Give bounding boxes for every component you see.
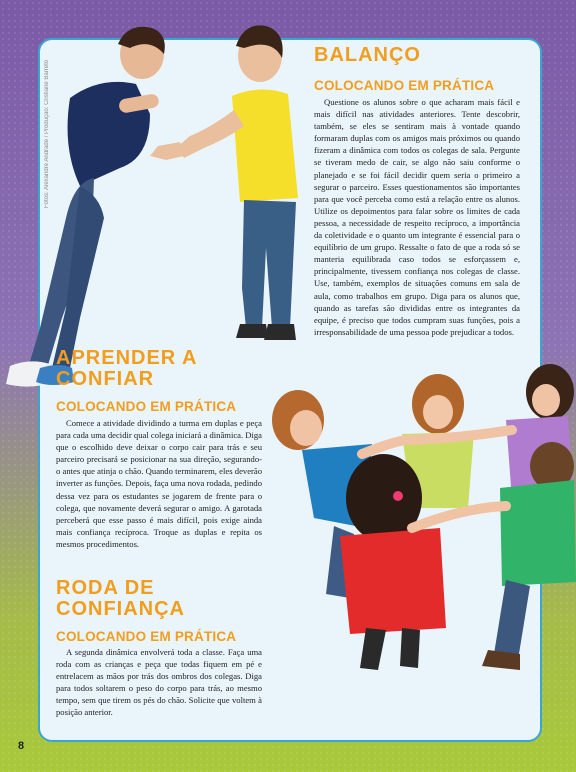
section-subtitle-balanco: COLOCANDO EM PRÁTICA <box>314 78 495 93</box>
section-title-balanco: BALANÇO <box>314 44 421 66</box>
title-line-2: CONFIANÇA <box>56 598 185 620</box>
section-body-balanco: Questione os alunos sobre o que acharam mais fácil e mais difícil nas atividades anteriores. Tente descobrir, também, se eles se sentiram mais à vontade quando formaram duplas com os amigos mais próximos ou quando fizeram a dinâmica com todos os colegas de sala. Pergunte se tiveram medo de cair, se algo não saiu conforme o planejado e se foi fácil decidir quem seria o primeiro a segurar o parceiro. Esses questionamentos são importantes para que você perceba como está a relação entre os alunos. Utilize os depoimentos para falar sobre os limites de cada pessoa, a necessidade de respeito recíproco, a importância da coletividade e o quanto um integrante é essencial para o equilíbrio de um grupo. Ressalte o fato de que a roda só se manteria equilibrada caso todos se esforçassem e, principalmente, tivessem confiança nos colegas de classe. Use, também, exemplos de situações comuns em sala de aula, como trabalhos em grupo. Diga para os alunos que, quando as tarefas são divididas entre os integrantes da equipe, é preciso que todos cumpram suas funções, pois a irresponsabilidade de uma pessoa pode prejudicar a todos. <box>314 97 520 337</box>
title-line-1: RODA DE <box>56 577 155 599</box>
section-title-aprender <box>56 348 198 390</box>
photo-children-circle <box>262 358 576 688</box>
section-body-roda: A segunda dinâmica envolverá toda a classe. Faça uma roda com as crianças e peça que todas fiquem em pé e entrelacem as mãos por trás dos ombros dos colegas. Diga para todos soltarem o peso do corpo para trás, ao mesmo tempo, sem que tirem os pés do chão. Solicite que voltem à posição anterior. <box>56 647 262 718</box>
title-line-2: CONFIAR <box>56 368 155 390</box>
section-body-aprender: Comece a atividade dividindo a turma em duplas e peça para cada uma decidir qual colega iniciará a dinâmica. Diga que o escolhido deve deixar o corpo cair para trás e seu parceiro precisará se posicionar na sua direção, segurando-o antes que atinja o chão. Quando terminarem, eles deverão inverter as funções. Depois, faça uma nova rodada, pedindo dessa vez para os estudantes se jogarem de frente para o colega, que novamente deverá segurar o amigo. A garotada perceberá que esse passo é mais difícil, pois exige ainda mais confiança recíproca. Troque as duplas e repita os mesmos procedimentos. <box>56 418 262 549</box>
photo-credit: Fotos: Alexandre Andrade / Produção: Cristiane Barreto <box>44 59 50 208</box>
section-subtitle-aprender: COLOCANDO EM PRÁTICA <box>56 399 237 414</box>
section-title-roda <box>56 578 185 620</box>
section-subtitle-roda: COLOCANDO EM PRÁTICA <box>56 629 237 644</box>
page-number: 8 <box>18 740 25 752</box>
title-line-1: APRENDER A <box>56 347 198 369</box>
boy-leaning <box>6 27 165 387</box>
boy-catching <box>150 25 298 340</box>
